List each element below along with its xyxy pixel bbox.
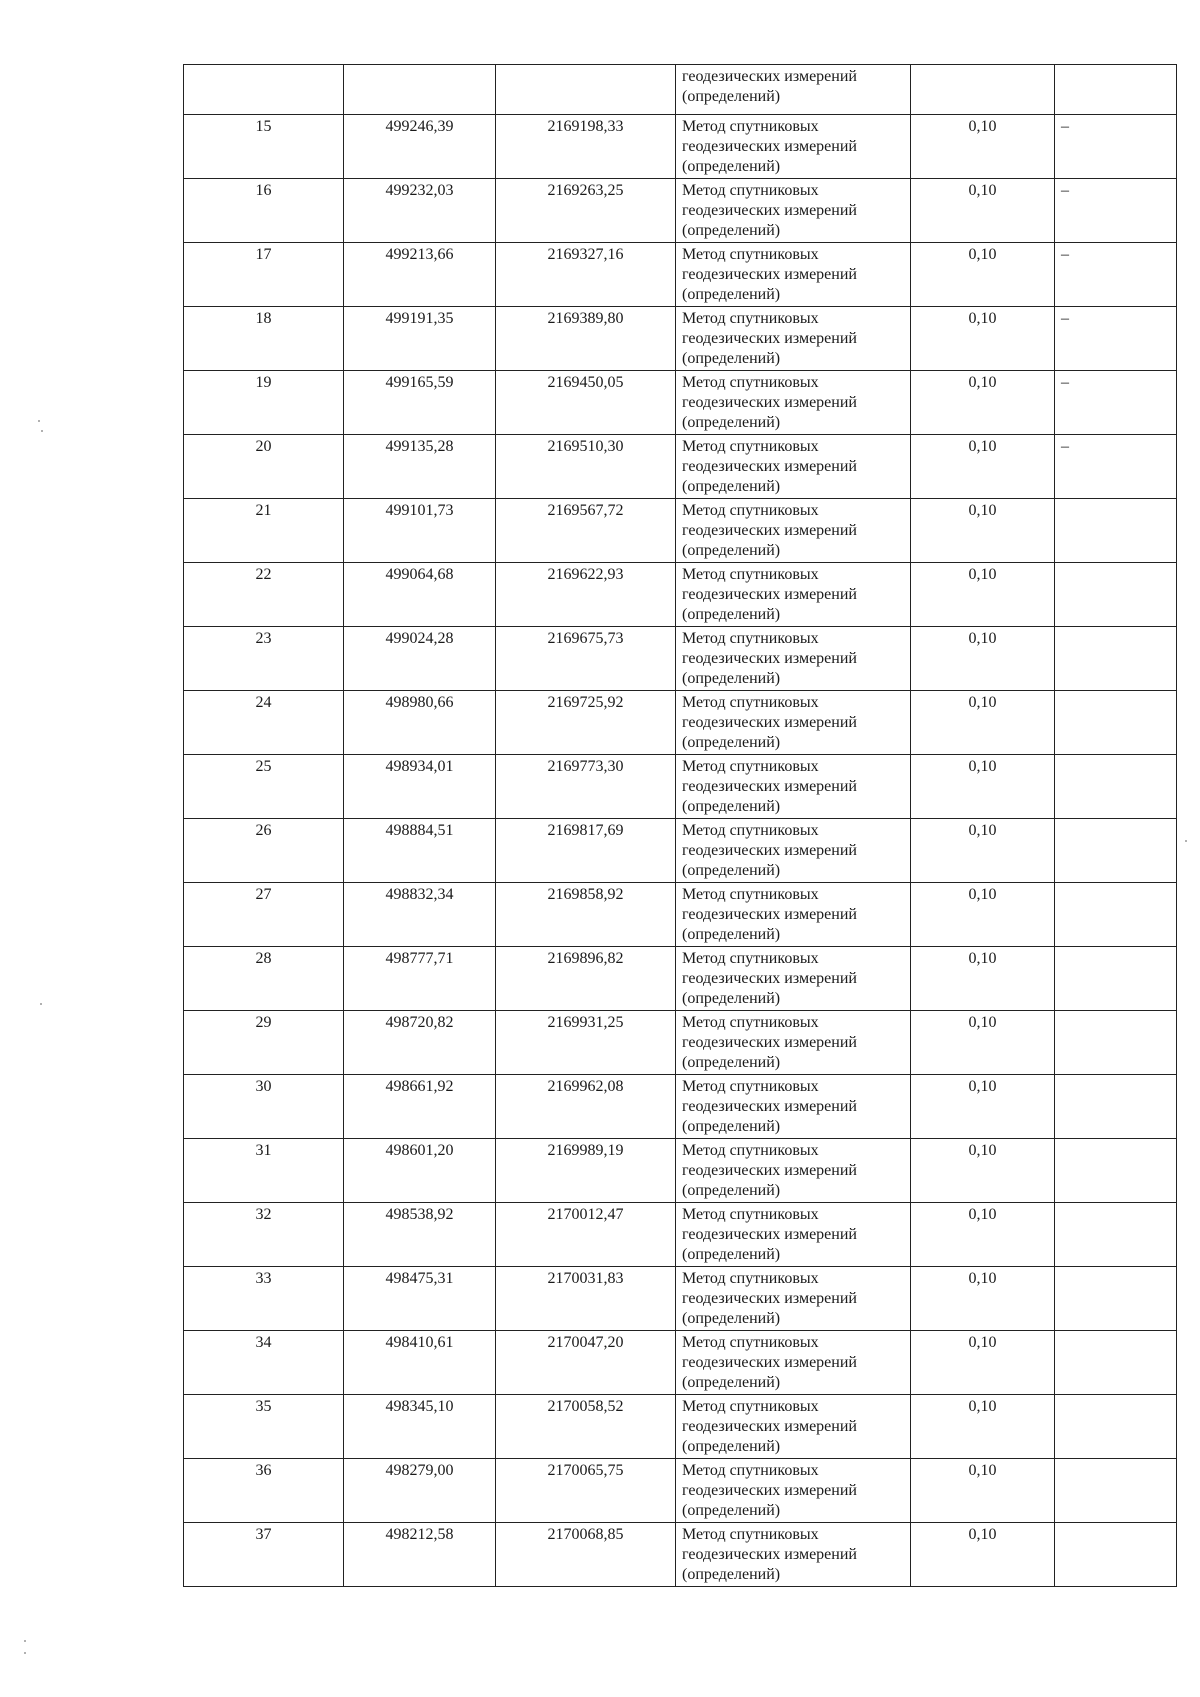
cell-accuracy: 0,10 (911, 755, 1055, 819)
method-line: геодезических измерений (682, 906, 857, 923)
table-row (184, 307, 1177, 371)
method-line: геодезических измерений (682, 1098, 857, 1115)
method-line: геодезических измерений (682, 1226, 857, 1243)
cell-accuracy: 0,10 (911, 1459, 1055, 1523)
cell-x: 498980,66 (344, 691, 496, 755)
method-line: Метод спутниковых (682, 246, 819, 263)
cell-note (1055, 691, 1177, 755)
cell-y: 2169389,80 (496, 307, 676, 371)
cell-point-number: 22 (184, 563, 344, 627)
cell-x: 498475,31 (344, 1267, 496, 1331)
method-line: геодезических измерений (682, 842, 857, 859)
method-line: (определений) (682, 990, 781, 1007)
cell-accuracy: 0,10 (911, 563, 1055, 627)
method-line: геодезических измерений (682, 394, 857, 411)
cell-method (676, 1459, 911, 1523)
continuation-row (184, 65, 1177, 115)
method-line: Метод спутниковых (682, 1398, 819, 1415)
method-line: Метод спутниковых (682, 1462, 819, 1479)
method-line: геодезических измерений (682, 1482, 857, 1499)
method-line: (определений) (682, 350, 781, 367)
table-row (184, 371, 1177, 435)
cell-method (676, 1139, 911, 1203)
cell-accuracy: 0,10 (911, 179, 1055, 243)
cell-y: 2169510,30 (496, 435, 676, 499)
table-row (184, 1395, 1177, 1459)
cell-method (676, 1203, 911, 1267)
method-line: Метод спутниковых (682, 1078, 819, 1095)
cell-accuracy: 0,10 (911, 691, 1055, 755)
cell-y: 2169962,08 (496, 1075, 676, 1139)
cell-note (1055, 1459, 1177, 1523)
cell-point-number (184, 65, 344, 115)
method-line: (определений) (682, 606, 781, 623)
table-row (184, 691, 1177, 755)
method-line: Метод спутниковых (682, 822, 819, 839)
method-line: (определений) (682, 1310, 781, 1327)
table-row (184, 1459, 1177, 1523)
cell-point-number: 34 (184, 1331, 344, 1395)
method-line: (определений) (682, 286, 781, 303)
cell-point-number: 32 (184, 1203, 344, 1267)
cell-accuracy (911, 65, 1055, 115)
cell-point-number: 16 (184, 179, 344, 243)
cell-accuracy: 0,10 (911, 435, 1055, 499)
method-line: Метод спутниковых (682, 182, 819, 199)
table-row (184, 819, 1177, 883)
method-line: геодезических измерений (682, 202, 857, 219)
cell-x: 498410,61 (344, 1331, 496, 1395)
cell-accuracy: 0,10 (911, 115, 1055, 179)
cell-note: – (1055, 243, 1177, 307)
cell-point-number: 17 (184, 243, 344, 307)
cell-point-number: 25 (184, 755, 344, 819)
method-line: Метод спутниковых (682, 694, 819, 711)
cell-accuracy: 0,10 (911, 1267, 1055, 1331)
table-row (184, 179, 1177, 243)
cell-note (1055, 1267, 1177, 1331)
method-line: (определений) (682, 478, 781, 495)
method-line: (определений) (682, 1054, 781, 1071)
cell-note: – (1055, 371, 1177, 435)
cell-y: 2169567,72 (496, 499, 676, 563)
cell-y: 2169450,05 (496, 371, 676, 435)
method-line: геодезических измерений (682, 522, 857, 539)
cell-point-number: 37 (184, 1523, 344, 1587)
cell-x: 499232,03 (344, 179, 496, 243)
cell-x (344, 65, 496, 115)
cell-accuracy: 0,10 (911, 819, 1055, 883)
coordinates-table-body (184, 65, 1177, 1587)
scan-speck (24, 1640, 26, 1642)
method-line: (определений) (682, 414, 781, 431)
method-line: геодезических измерений (682, 1034, 857, 1051)
cell-x: 498345,10 (344, 1395, 496, 1459)
method-line: геодезических измерений (682, 458, 857, 475)
cell-accuracy: 0,10 (911, 371, 1055, 435)
cell-note (1055, 755, 1177, 819)
cell-y: 2170068,85 (496, 1523, 676, 1587)
cell-point-number: 35 (184, 1395, 344, 1459)
cell-y: 2170058,52 (496, 1395, 676, 1459)
method-line: геодезических измерений (682, 1290, 857, 1307)
cell-accuracy: 0,10 (911, 1139, 1055, 1203)
cell-x: 498212,58 (344, 1523, 496, 1587)
cell-method (676, 1075, 911, 1139)
cell-accuracy: 0,10 (911, 243, 1055, 307)
cell-x: 498884,51 (344, 819, 496, 883)
cell-method (676, 819, 911, 883)
cell-note (1055, 819, 1177, 883)
cell-point-number: 30 (184, 1075, 344, 1139)
method-line: геодезических измерений (682, 138, 857, 155)
cell-y: 2169931,25 (496, 1011, 676, 1075)
method-line: геодезических измерений (682, 330, 857, 347)
cell-x: 499135,28 (344, 435, 496, 499)
cell-method (676, 755, 911, 819)
method-line: (определений) (682, 1246, 781, 1263)
method-line: геодезических измерений (682, 650, 857, 667)
cell-x: 498538,92 (344, 1203, 496, 1267)
cell-note: – (1055, 179, 1177, 243)
cell-point-number: 31 (184, 1139, 344, 1203)
cell-note (1055, 883, 1177, 947)
cell-accuracy: 0,10 (911, 1203, 1055, 1267)
table-row (184, 563, 1177, 627)
method-line: Метод спутниковых (682, 1014, 819, 1031)
method-line: геодезических измерений (682, 778, 857, 795)
method-line: (определений) (682, 926, 781, 943)
method-line: Метод спутниковых (682, 438, 819, 455)
cell-accuracy: 0,10 (911, 1011, 1055, 1075)
cell-method (676, 179, 911, 243)
scan-speck (41, 430, 43, 432)
cell-method (676, 1395, 911, 1459)
method-line: (определений) (682, 1374, 781, 1391)
cell-x: 499064,68 (344, 563, 496, 627)
method-line: геодезических измерений (682, 714, 857, 731)
cell-x: 498777,71 (344, 947, 496, 1011)
method-line: (определений) (682, 670, 781, 687)
cell-note (1055, 1395, 1177, 1459)
cell-x: 498720,82 (344, 1011, 496, 1075)
method-line: (определений) (682, 1438, 781, 1455)
method-line: геодезических измерений (682, 1354, 857, 1371)
cell-method (676, 307, 911, 371)
cell-point-number: 29 (184, 1011, 344, 1075)
cell-point-number: 19 (184, 371, 344, 435)
method-line: (определений) (682, 1182, 781, 1199)
cell-note: – (1055, 307, 1177, 371)
cell-note: – (1055, 435, 1177, 499)
method-line: геодезических измерений (682, 586, 857, 603)
method-line: Метод спутниковых (682, 1526, 819, 1543)
cell-point-number: 27 (184, 883, 344, 947)
cell-note (1055, 563, 1177, 627)
method-line: геодезических измерений (682, 970, 857, 987)
cell-method (676, 1267, 911, 1331)
cell-x: 499165,59 (344, 371, 496, 435)
cell-y: 2170012,47 (496, 1203, 676, 1267)
cell-note (1055, 1203, 1177, 1267)
method-line: геодезических измерений (682, 1162, 857, 1179)
table-row (184, 115, 1177, 179)
cell-note (1055, 499, 1177, 563)
cell-note (1055, 1523, 1177, 1587)
cell-method (676, 371, 911, 435)
cell-method (676, 65, 911, 115)
cell-y: 2170031,83 (496, 1267, 676, 1331)
table-row (184, 1523, 1177, 1587)
table-row (184, 243, 1177, 307)
method-line: (определений) (682, 798, 781, 815)
cell-x: 499191,35 (344, 307, 496, 371)
cell-accuracy: 0,10 (911, 1331, 1055, 1395)
cell-y: 2169675,73 (496, 627, 676, 691)
cell-accuracy: 0,10 (911, 627, 1055, 691)
cell-point-number: 28 (184, 947, 344, 1011)
scan-speck (24, 1652, 26, 1654)
method-line: (определений) (682, 1566, 781, 1583)
table-row (184, 1139, 1177, 1203)
cell-y: 2169896,82 (496, 947, 676, 1011)
cell-note (1055, 1139, 1177, 1203)
method-line: Метод спутниковых (682, 566, 819, 583)
table-row (184, 1203, 1177, 1267)
cell-y (496, 65, 676, 115)
cell-y: 2169817,69 (496, 819, 676, 883)
method-line: Метод спутниковых (682, 758, 819, 775)
table-row (184, 1331, 1177, 1395)
method-line: Метод спутниковых (682, 950, 819, 967)
method-line: Метод спутниковых (682, 374, 819, 391)
cell-note (1055, 947, 1177, 1011)
cell-x: 499213,66 (344, 243, 496, 307)
cell-accuracy: 0,10 (911, 1395, 1055, 1459)
cell-y: 2169622,93 (496, 563, 676, 627)
table-row (184, 1011, 1177, 1075)
coordinates-table (183, 64, 1177, 1587)
cell-note: – (1055, 115, 1177, 179)
cell-x: 498934,01 (344, 755, 496, 819)
cell-y: 2169773,30 (496, 755, 676, 819)
cell-x: 499101,73 (344, 499, 496, 563)
cell-point-number: 26 (184, 819, 344, 883)
cell-point-number: 23 (184, 627, 344, 691)
cell-accuracy: 0,10 (911, 1523, 1055, 1587)
cell-accuracy: 0,10 (911, 883, 1055, 947)
scan-speck (1185, 840, 1187, 842)
cell-method (676, 883, 911, 947)
table-row (184, 435, 1177, 499)
cell-point-number: 15 (184, 115, 344, 179)
cell-x: 499024,28 (344, 627, 496, 691)
method-line: геодезических измерений (682, 266, 857, 283)
cell-point-number: 21 (184, 499, 344, 563)
table-row (184, 627, 1177, 691)
cell-method (676, 435, 911, 499)
cell-method (676, 947, 911, 1011)
cell-y: 2170047,20 (496, 1331, 676, 1395)
cell-method (676, 627, 911, 691)
table-row (184, 947, 1177, 1011)
cell-x: 498661,92 (344, 1075, 496, 1139)
cell-y: 2169327,16 (496, 243, 676, 307)
cell-note (1055, 1331, 1177, 1395)
cell-point-number: 18 (184, 307, 344, 371)
method-line: (определений) (682, 88, 781, 105)
method-line: (определений) (682, 542, 781, 559)
cell-y: 2169263,25 (496, 179, 676, 243)
table-row (184, 1267, 1177, 1331)
cell-point-number: 36 (184, 1459, 344, 1523)
cell-method (676, 1331, 911, 1395)
cell-x: 498279,00 (344, 1459, 496, 1523)
scan-speck (40, 1003, 42, 1005)
cell-note (1055, 65, 1177, 115)
method-line: Метод спутниковых (682, 1142, 819, 1159)
table-row (184, 1075, 1177, 1139)
method-line: геодезических измерений (682, 1546, 857, 1563)
method-line: (определений) (682, 222, 781, 239)
cell-y: 2169725,92 (496, 691, 676, 755)
method-line: Метод спутниковых (682, 502, 819, 519)
method-line: (определений) (682, 158, 781, 175)
cell-accuracy: 0,10 (911, 947, 1055, 1011)
cell-point-number: 24 (184, 691, 344, 755)
cell-method (676, 1011, 911, 1075)
method-line: Метод спутниковых (682, 630, 819, 647)
cell-accuracy: 0,10 (911, 307, 1055, 371)
cell-y: 2169858,92 (496, 883, 676, 947)
cell-method (676, 499, 911, 563)
cell-x: 499246,39 (344, 115, 496, 179)
cell-method (676, 1523, 911, 1587)
method-line: (определений) (682, 1502, 781, 1519)
method-line: Метод спутниковых (682, 310, 819, 327)
table-row (184, 755, 1177, 819)
method-line: (определений) (682, 1118, 781, 1135)
cell-accuracy: 0,10 (911, 499, 1055, 563)
method-line: геодезических измерений (682, 1418, 857, 1435)
method-line: (определений) (682, 734, 781, 751)
cell-method (676, 115, 911, 179)
method-line: Метод спутниковых (682, 886, 819, 903)
method-line: Метод спутниковых (682, 1334, 819, 1351)
cell-x: 498832,34 (344, 883, 496, 947)
method-line: (определений) (682, 862, 781, 879)
method-line: геодезических измерений (682, 68, 857, 85)
cell-method (676, 563, 911, 627)
cell-y: 2169989,19 (496, 1139, 676, 1203)
cell-note (1055, 1011, 1177, 1075)
cell-point-number: 20 (184, 435, 344, 499)
cell-note (1055, 627, 1177, 691)
cell-method (676, 243, 911, 307)
cell-note (1055, 1075, 1177, 1139)
method-line: Метод спутниковых (682, 1270, 819, 1287)
cell-y: 2169198,33 (496, 115, 676, 179)
cell-y: 2170065,75 (496, 1459, 676, 1523)
table-row (184, 883, 1177, 947)
cell-point-number: 33 (184, 1267, 344, 1331)
method-line: Метод спутниковых (682, 1206, 819, 1223)
cell-accuracy: 0,10 (911, 1075, 1055, 1139)
table-row (184, 499, 1177, 563)
cell-method (676, 691, 911, 755)
scan-speck (38, 420, 40, 422)
method-line: Метод спутниковых (682, 118, 819, 135)
cell-x: 498601,20 (344, 1139, 496, 1203)
